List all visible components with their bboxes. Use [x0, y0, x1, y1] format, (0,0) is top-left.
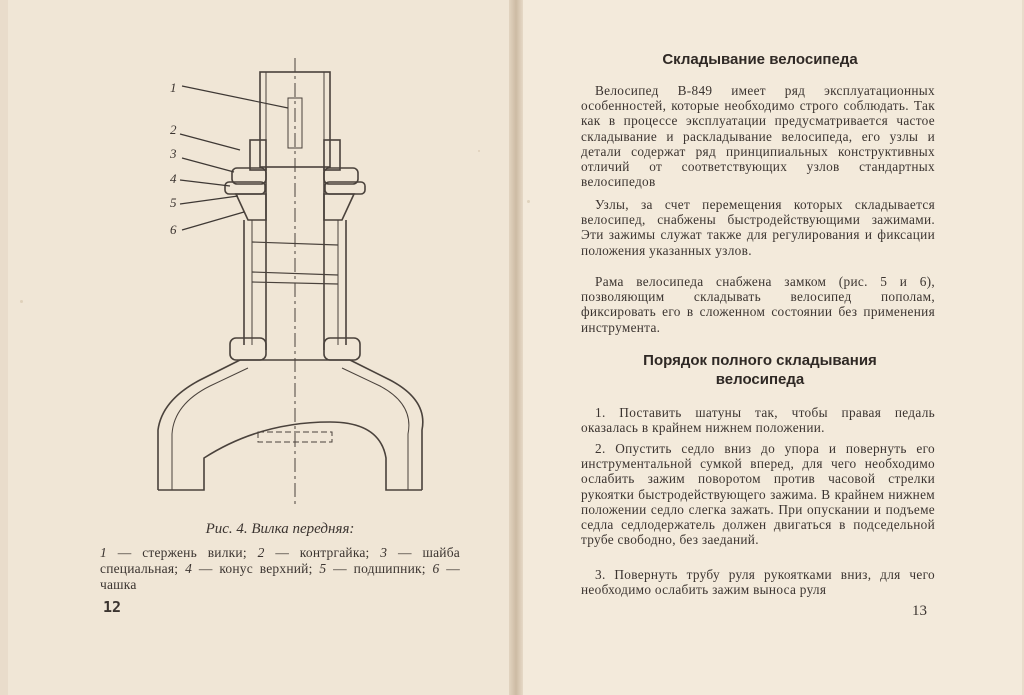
- step-3: 3. Повернуть трубу руля рукоятками вниз, для чего необходимо ослабить зажим выноса руля: [581, 567, 935, 598]
- subsection-heading: Порядок полного складывания велосипеда: [643, 352, 877, 388]
- figure-label-5: 5: [170, 195, 177, 210]
- legend-num-1: 1: [100, 545, 107, 560]
- step-1: 1. Поставить шатуны так, чтобы правая педаль оказалась в крайнем нижнем положении.: [581, 405, 935, 436]
- book-gutter: [509, 0, 523, 695]
- legend-num-3: 3: [380, 545, 388, 560]
- paragraph-3: Рама велосипеда снабжена замком (рис. 5 и 6), позволяющим складывать велосипед пополам, фиксировать его в сложенном состоянии без применения инструмента.: [581, 274, 935, 335]
- legend-text-3: шайба специальная;: [100, 545, 460, 576]
- page-number-left: 12: [103, 598, 122, 616]
- page-number-right: 13: [912, 603, 927, 619]
- figure-legend: 1 — стержень вилки; 2 — контргайка; 3 — шайба специальная; 4 — конус верхний; 5 — подшипник; 6 — чашка: [100, 545, 460, 592]
- legend-num-5: 5: [319, 561, 327, 576]
- paragraph-1: Велосипед В-849 имеет ряд эксплуатационных особенностей, которые необходимо строго соблюдать. Так как в процессе эксплуатации предусматривается частое складывание и раскладывание велосипеда, его узлы и детали содержат ряд принципиальных конструктивных отличий от соответствующих узлов стандартных велосипедов: [581, 83, 935, 190]
- step-2: 2. Опустить седло вниз до упора и повернуть его инструментальной сумкой вперед, для чего необходимо ослабить зажим поворотом против часовой стрелки рукоятки быстродействующего зажима. В крайнем нижнем положении седло слегка зажать. При опускании и подъеме седла седлодержатель должен двигаться в подседельной трубе свободно, без заеданий.: [581, 441, 935, 548]
- figure-caption: Рис. 4. Вилка передняя:: [205, 521, 355, 537]
- figure-label-3: 3: [170, 146, 177, 161]
- paragraph-2: Узлы, за счет перемещения которых складывается велосипед, снабжены быстродействующими зажимами. Эти зажимы служат также для регулирования и фиксации положения указанных узлов.: [581, 197, 935, 258]
- figure-label-6: 6: [170, 222, 177, 237]
- figure-label-1: 1: [170, 80, 177, 95]
- legend-text-5: подшипник;: [353, 561, 426, 576]
- fork-diagram: [140, 50, 430, 510]
- legend-num-6: 6: [432, 561, 440, 576]
- figure-label-4: 4: [170, 171, 177, 186]
- legend-text-4: конус верхний;: [219, 561, 313, 576]
- legend-num-4: 4: [185, 561, 193, 576]
- legend-text-2: контргайка;: [299, 545, 370, 560]
- section-heading: Складывание велосипеда: [662, 51, 858, 68]
- legend-num-2: 2: [257, 545, 265, 560]
- figure-label-2: 2: [170, 122, 177, 137]
- legend-text-6: чашка: [100, 577, 137, 592]
- legend-text-1: стержень вилки;: [142, 545, 247, 560]
